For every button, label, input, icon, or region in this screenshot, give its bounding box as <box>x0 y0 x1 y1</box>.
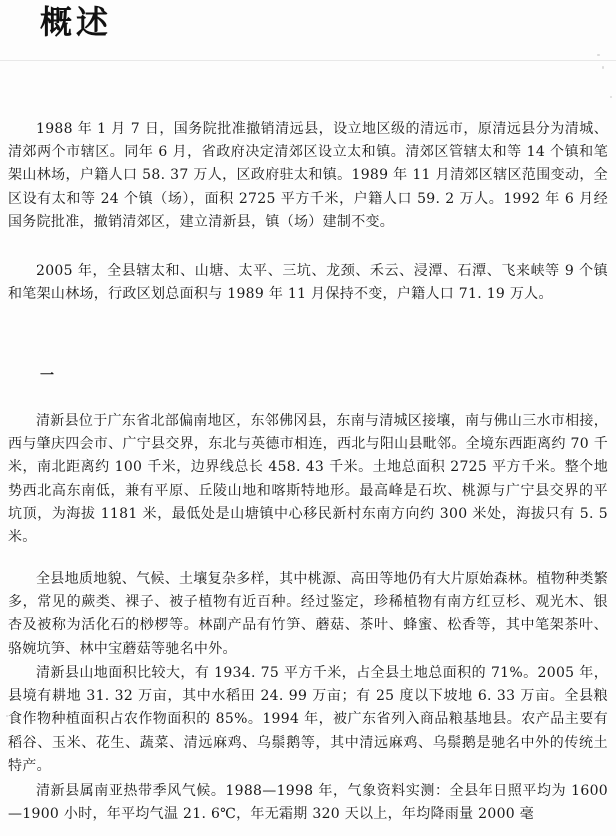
paragraph-climate: 清新县属南亚热带季风气候。1988—1998 年，气象资料实测：全县年日照平均为 1600—1900 小时，年平均气温 21. 6℃，年无霜期 320 天以上，年均降雨量 2000 毫 <box>8 783 608 823</box>
scan-speck <box>602 66 604 69</box>
title-divider <box>0 60 616 61</box>
paragraph-admin-2005: 2005 年，全县辖太和、山塘、太平、三坑、龙颈、禾云、浸潭、石潭、飞来峡等 9 个镇和笔架山林场，行政区划总面积与 1989 年 11 月保持不变，户籍人口 71. 19 万人。 <box>8 263 608 303</box>
scan-speck <box>610 96 612 98</box>
scan-speck <box>597 54 600 56</box>
paragraph-geography: 清新县位于广东省北部偏南地区，东邻佛冈县，东南与清城区接壤，南与佛山三水市相接，西与肇庆四会市、广宁县交界，东北与英德市相连，西北与阳山县毗邻。全境东西距离约 70 千米，南北距离约 100 千米，边界线总长 458. 43 千米。土地总面积 2725 平方千米。整个地势西北高东南低，兼有平原、丘陵山地和喀斯特地形。最高峰是石坎、桃源与广宁县交界的平坑顶，为海拔 1181 米，最低处是山塘镇中心移民新村东南方向约 300 米处，海拔只有 5. 5 米。 <box>8 413 608 546</box>
paragraph-flora: 全县地质地貌、气候、土壤复杂多样，其中桃源、高田等地仍有大片原始森林。植物种类繁多，常见的蕨类、裸子、被子植物有近百种。经过鉴定，珍稀植物有南方红豆杉、观光木、银杏及被称为活化石的桫椤等。林副产品有竹笋、蘑菇、茶叶、蜂蜜、松香等，其中笔架茶叶、骆婉坑笋、林中宝蘑菇等驰名中外。 <box>8 571 608 657</box>
paragraph-history-1988: 1988 年 1 月 7 日，国务院批准撤销清远县，设立地区级的清远市，原清远县分为清城、清郊两个市辖区。同年 6 月，省政府决定清郊区设立太和镇。清郊区管辖太和等 14 个镇和笔架山林场，户籍人口 58. 37 万人，区政府驻太和镇。1989 年 11 月清郊区辖区范围变动，全区设有太和等 24 个镇（场），面积 2725 平方千米，户籍人口 59. 2 万人。1992 年 6 月经国务院批准，撤销清郊区，建立清新县，镇（场）建制不变。 <box>8 121 608 230</box>
paragraph-agriculture: 清新县山地面积比较大，有 1934. 75 平方千米，占全县土地总面积的 71%。2005 年，县境有耕地 31. 32 万亩，其中水稻田 24. 99 万亩；有 25 度以下坡地 6. 33 万亩。全县粮食作物种植面积占农作物面积的 85%。1994 年，被广东省列入商品粮基地县。农产品主要有稻谷、玉米、花生、蔬菜、清远麻鸡、乌鬃鹅等，其中清远麻鸡、乌鬃鹅是驰名中外的传统土特产。 <box>8 665 608 774</box>
section-heading-one: 一 <box>40 368 54 384</box>
scan-speck <box>200 741 203 742</box>
page-title: 概述 <box>40 3 113 41</box>
scan-speck <box>6 715 8 717</box>
